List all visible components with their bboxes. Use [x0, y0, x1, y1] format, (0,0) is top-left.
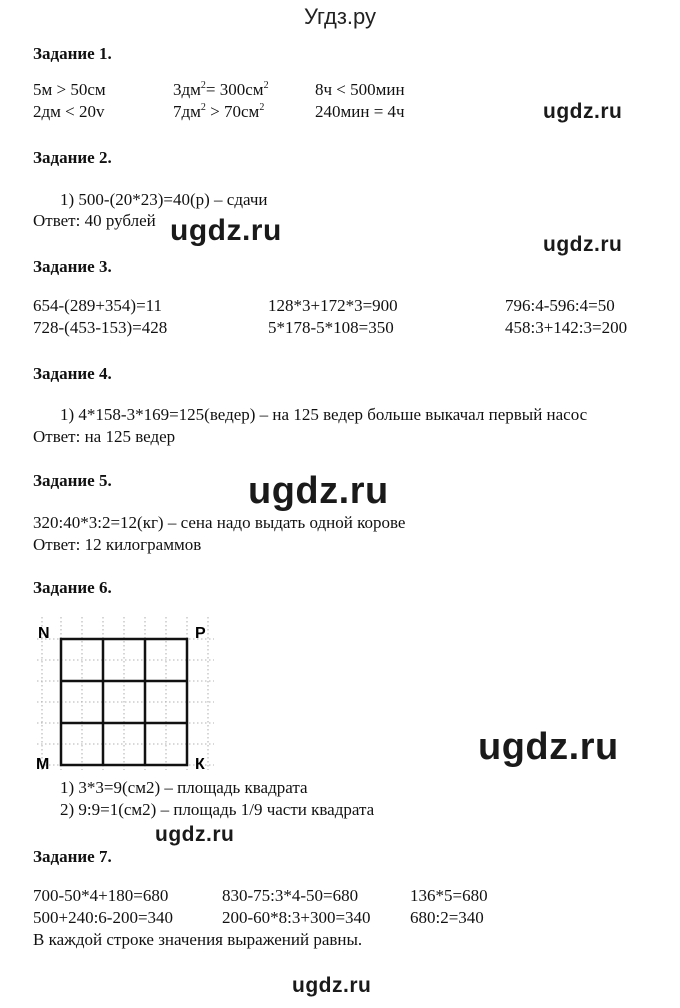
task5-heading: Задание 5. [33, 471, 112, 490]
task3-r2-c3: 458:3+142:3=200 [505, 318, 628, 337]
task3-heading: Задание 3. [33, 257, 112, 276]
task2-line1: 1) 500-(20*23)=40(р) – сдачи [60, 190, 268, 209]
task6-line1: 1) 3*3=9(см2) – площадь квадрата [60, 778, 308, 797]
task7-r2-c1: 500+240:6-200=340 [33, 908, 174, 927]
task7-conclusion: В каждой строке значения выражений равны. [33, 930, 363, 949]
task4-line1: 1) 4*158-3*169=125(ведер) – на 125 ведер больше выкачал первый насос [60, 405, 588, 424]
task7-r1-c2: 830-75:3*4-50=680 [222, 886, 359, 905]
task4-heading: Задание 4. [33, 364, 112, 383]
task5-answer: Ответ: 12 килограммов [33, 535, 202, 554]
task3-r1-c3: 796:4-596:4=50 [505, 296, 615, 315]
task3-r2-c1: 728-(453-153)=428 [33, 318, 168, 337]
task3-r1-c2: 128*3+172*3=900 [268, 296, 398, 315]
task6-line2: 2) 9:9=1(см2) – площадь 1/9 части квадрата [60, 800, 375, 819]
watermark: ugdz.ru [292, 974, 372, 997]
task1-r1-c1: 5м > 50см [33, 80, 106, 99]
watermark: ugdz.ru [478, 726, 619, 768]
task1-heading: Задание 1. [33, 44, 112, 63]
square-grid-figure [32, 612, 222, 777]
vertex-label-k: К [195, 756, 205, 773]
site-title: Угдз.ру [303, 4, 377, 29]
vertex-label-n: N [38, 625, 50, 642]
vertex-label-m: M [36, 756, 50, 773]
task7-r1-c1: 700-50*4+180=680 [33, 886, 169, 905]
task3-r1-c1: 654-(289+354)=11 [33, 296, 163, 315]
task1-r1-c3: 8ч < 500мин [315, 80, 405, 99]
task7-r1-c3: 136*5=680 [410, 886, 488, 905]
task1-r1-c2: $3дм^2= 300см^2$ [173, 80, 269, 99]
watermark: ugdz.ru [170, 214, 282, 247]
watermark: ugdz.ru [543, 233, 623, 256]
task6-heading: Задание 6. [33, 578, 112, 597]
task7-heading: Задание 7. [33, 847, 112, 866]
task3-r2-c2: 5*178-5*108=350 [268, 318, 394, 337]
task2-heading: Задание 2. [33, 148, 112, 167]
task2-answer: Ответ: 40 рублей [33, 211, 156, 230]
watermark: ugdz.ru [248, 470, 389, 512]
task7-r2-c2: 200-60*8:3+300=340 [222, 908, 371, 927]
task4-answer: Ответ: на 125 ведер [33, 427, 176, 446]
vertex-label-p: P [195, 625, 206, 642]
task1-r2-c1: 2дм < 20v [33, 102, 105, 121]
task1-r2-c3: 240мин = 4ч [315, 102, 405, 121]
task5-line1: 320:40*3:2=12(кг) – сена надо выдать одной корове [33, 513, 406, 532]
task1-r2-c2: $7дм^2 > 70см^2$ [173, 102, 265, 121]
watermark: ugdz.ru [155, 823, 235, 846]
watermark: ugdz.ru [543, 100, 623, 123]
task7-r2-c3: 680:2=340 [410, 908, 484, 927]
